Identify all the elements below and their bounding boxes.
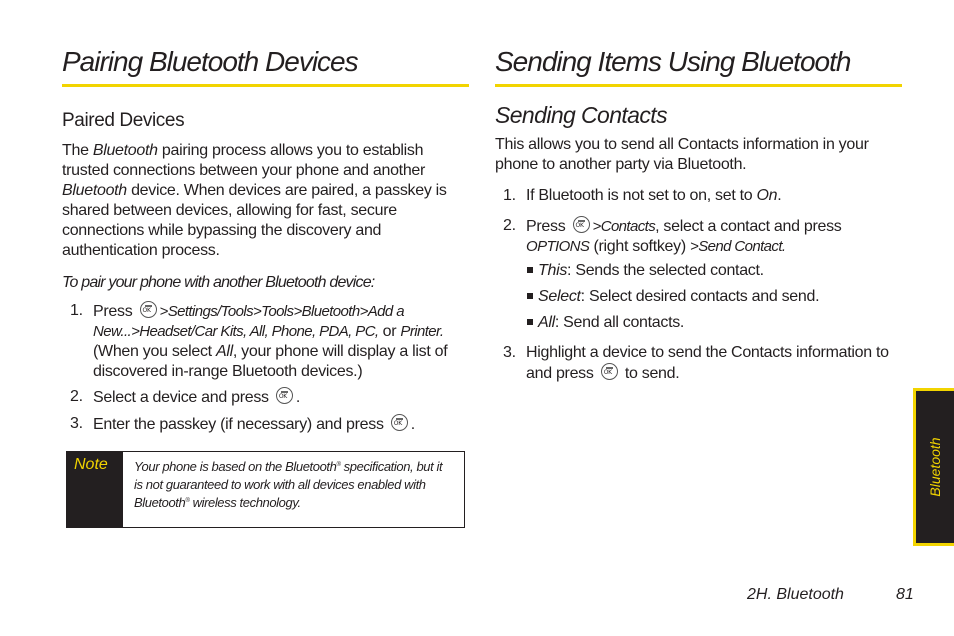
left-title-rule (62, 84, 469, 87)
note-label: Note (67, 452, 123, 527)
bullet-square-icon (527, 293, 533, 299)
menu-ok-key-icon (276, 387, 293, 404)
menu-ok-key-icon (391, 414, 408, 431)
menu-ok-key-icon (140, 301, 157, 318)
sending-step-3: 3. Highlight a device to send the Contacts information to and press OK to send. (503, 343, 902, 384)
bullet-square-icon (527, 319, 533, 325)
menu-ok-key-icon (573, 216, 590, 233)
pairing-step-1: 1. Press OK>Settings/Tools>Tools>Bluetooth>Add a New...>Headset/Car Kits, All, Phone, PDA, PC, or Printer. (When you select All, your phone will display a list of discovered in-range Bluetooth devices.) (70, 301, 469, 382)
footer-page-number: 81 (896, 586, 914, 603)
bullet-select: Select: Select desired contacts and send. (527, 287, 819, 307)
sending-contacts-heading: Sending Contacts (495, 102, 667, 128)
section-tab: Bluetooth (913, 388, 954, 546)
paired-devices-heading: Paired Devices (62, 110, 185, 131)
pairing-step-3: 3. Enter the passkey (if necessary) and press OK. (70, 414, 469, 435)
right-section-title: Sending Items Using Bluetooth (495, 46, 851, 77)
note-box (66, 451, 465, 528)
menu-ok-key-icon (601, 363, 618, 380)
sending-intro-paragraph: This allows you to send all Contacts information in your phone to another party via Bluetooth. (495, 136, 869, 173)
sending-step-2: 2. Press OK>Contacts, select a contact and press OPTIONS (right softkey) >Send Contact. (503, 216, 902, 257)
bullet-all: All: Send all contacts. (527, 313, 684, 333)
bullet-this: This: Sends the selected contact. (527, 261, 764, 281)
bullet-square-icon (527, 267, 533, 273)
pairing-lead-in: To pair your phone with another Bluetooth device: (62, 274, 375, 291)
footer-section: 2H. Bluetooth (747, 586, 844, 603)
right-title-rule (495, 84, 902, 87)
sending-step-1: 1. If Bluetooth is not set to on, set to On. (503, 187, 782, 204)
pairing-intro-paragraph: The Bluetooth pairing process allows you to establish trusted connections between your phone and another Bluetooth device. When devices are paired, a passkey is shared between devices, allowing for fast, secure connections while bypassing the discovery and authentication process. (62, 142, 447, 259)
left-section-title: Pairing Bluetooth Devices (62, 46, 358, 77)
pairing-step-2: 2. Select a device and press OK. (70, 387, 469, 408)
note-text: Your phone is based on the Bluetooth® specification, but it is not guaranteed to work with all devices enabled with Bluetooth® wireless technology. (134, 459, 443, 510)
